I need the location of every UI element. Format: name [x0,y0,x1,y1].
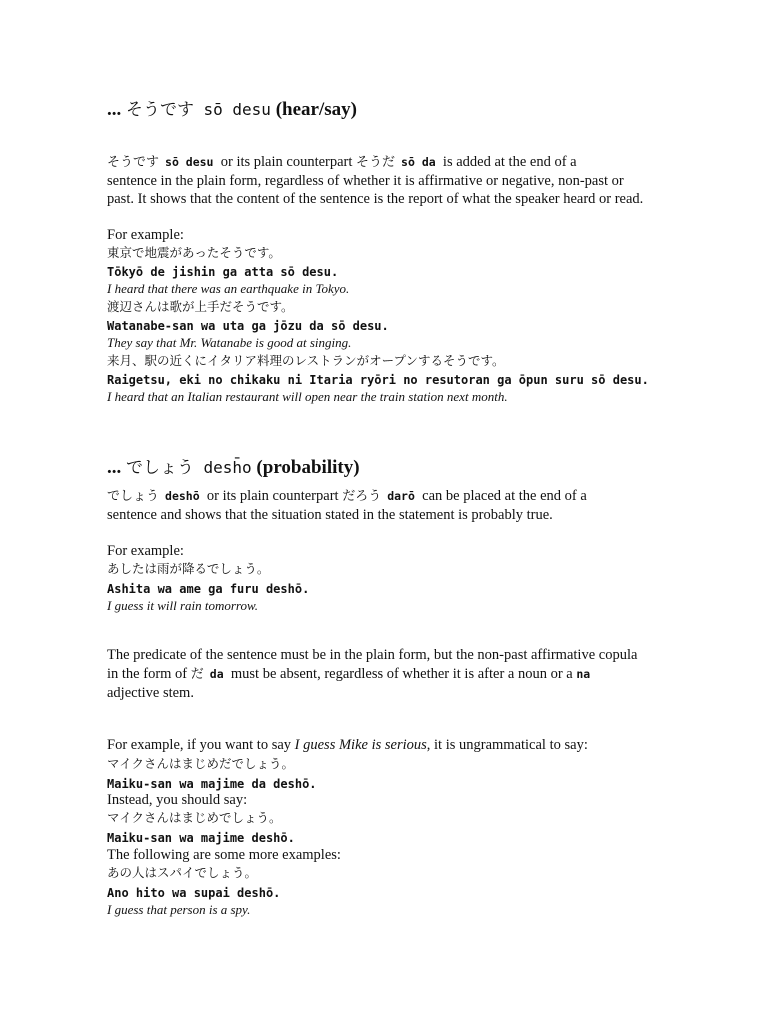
example-japanese: 東京で地震があったそうです。 [107,245,281,260]
predicate-text: in the form of [107,666,188,682]
example-translation: They say that Mr. Watanabe is good at singing. [107,335,352,350]
right-example-romaji: Maiku-san wa majime deshō. [107,831,295,845]
example-japanese: あしたは雨が降るでしょう。 [107,561,270,576]
right-example-japanese: マイクさんはまじめでしょう。 [107,810,282,825]
intro-line-3: past. It shows that the content of the sentence is the report of what the speaker heard or read. [107,191,644,207]
intro-line-2: sentence and shows that the situation stated in the statement is probably true. [107,507,553,523]
example-romaji: Watanabe-san wa uta ga jōzu da sō desu. [107,319,389,333]
mike-intro-post: , it is ungrammatical to say: [426,737,588,753]
example-translation: I heard that there was an earthquake in Tokyo. [107,281,350,296]
example-translation: I heard that an Italian restaurant will open near the train station next month. [107,389,508,404]
intro-romaji-term: deshō [165,489,200,503]
example-translation: I guess that person is a spy. [107,902,251,917]
example-romaji: Raigetsu, eki no chikaku ni Itaria ryōri no resutoran ga ōpun suru sō desu. [107,373,649,387]
example-japanese: あの人はスパイでしょう。 [107,865,258,880]
section-heading-desho [107,456,360,480]
mike-intro-pre: For example, if you want to say [107,737,295,753]
intro-jp-term: でしょう [107,489,160,504]
intro-text: or its plain counterpart [220,154,353,170]
wrong-example-romaji: Maiku-san wa majime da deshō. [107,777,317,791]
instead-label: Instead, you should say: [107,792,248,808]
intro-text-end: is added at the end of a [442,154,577,170]
predicate-na: na [576,667,591,681]
heading-dots: ... [107,99,126,120]
intro-text-end: can be placed at the end of a [422,488,587,504]
predicate-line-2 [107,665,590,684]
example-romaji: Ashita wa ame ga furu deshō. [107,582,310,596]
for-example-label: For example: [107,543,184,559]
intro-romaji-plain: sō da [401,155,436,169]
intro-text: or its plain counterpart [206,488,339,504]
heading-dots: ... [107,457,126,478]
heading-japanese: そうです [126,100,194,120]
mike-intro-italic: I guess Mike is serious [294,737,427,753]
intro-jp-term: そうです [107,155,160,170]
predicate-text-end: must be absent, regardless of whether it is after a noun or a [230,666,573,682]
intro-line-1 [107,153,577,172]
example-japanese: 渡辺さんは歌が上手だそうです。 [107,299,294,314]
intro-romaji-plain: darō [387,489,415,503]
section-heading-so-desu [107,98,357,122]
example-romaji: Ano hito wa supai deshō. [107,886,281,900]
wrong-example-japanese: マイクさんはまじめだでしょう。 [107,756,295,771]
for-example-label: For example: [107,227,184,243]
intro-jp-plain: そうだ [356,155,396,170]
mike-intro [107,736,588,754]
predicate-romaji-da: da [209,667,224,681]
intro-line-1 [107,487,587,506]
predicate-line-3: adjective stem. [107,685,194,701]
intro-romaji-term: sō desu [165,155,214,169]
heading-romaji: sō desu [203,100,271,119]
predicate-jp-da: だ [190,667,204,682]
example-japanese: 来月、駅の近くにイタリア料理のレストランがオープンするそうです。 [107,353,505,368]
more-examples-label: The following are some more examples: [107,847,341,863]
example-romaji: Tōkyō de jishin ga atta sō desu. [107,265,339,279]
heading-romaji: desh̄o [203,458,252,477]
example-translation: I guess it will rain tomorrow. [107,598,258,613]
intro-jp-plain: だろう [342,489,382,504]
intro-line-2: sentence in the plain form, regardless of whether it is affirmative or negative, non-past or [107,173,624,189]
heading-japanese: でしょう [126,458,194,478]
heading-gloss: (probability) [256,457,360,478]
heading-gloss: (hear/say) [275,99,357,120]
predicate-line-1: The predicate of the sentence must be in the plain form, but the non-past affirmative copula [107,647,638,663]
